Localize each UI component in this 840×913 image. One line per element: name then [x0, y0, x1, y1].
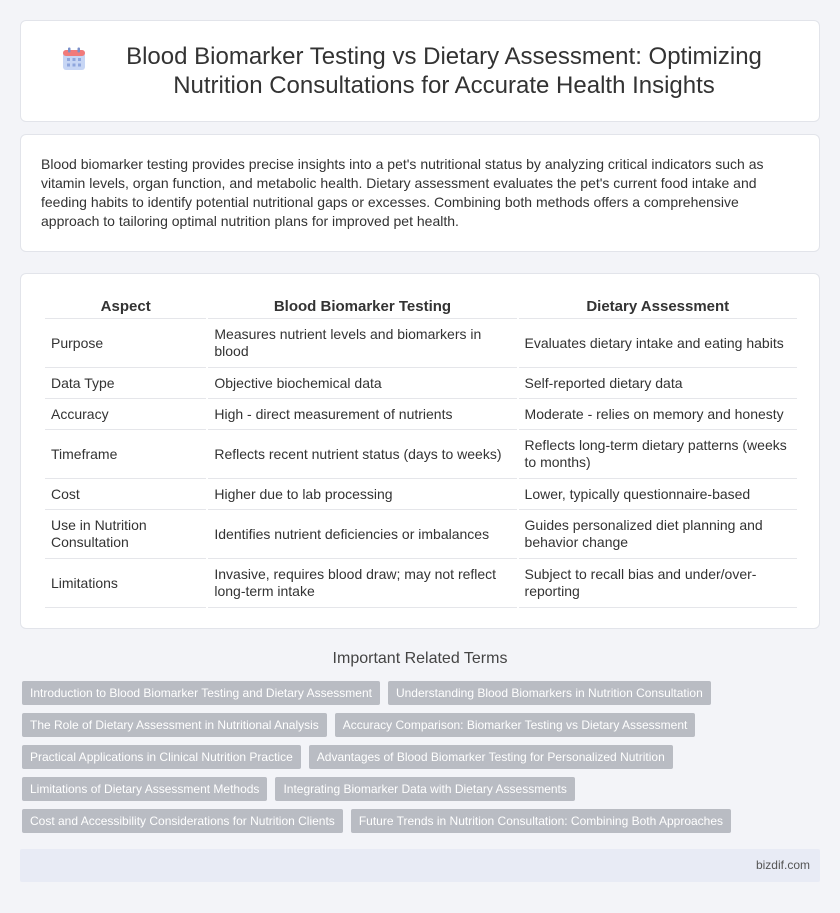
- table-cell: Identifies nutrient deficiencies or imbalances: [208, 510, 516, 559]
- intro-card: [20, 134, 820, 252]
- table-cell: Reflects long-term dietary patterns (weeks to months): [519, 430, 797, 479]
- table-cell: Guides personalized diet planning and behavior change: [519, 510, 797, 559]
- related-term-tag[interactable]: Future Trends in Nutrition Consultation: Combining Both Approaches: [351, 809, 731, 833]
- table-cell: Data Type: [45, 368, 206, 399]
- related-term-tag[interactable]: Cost and Accessibility Considerations for Nutrition Clients: [22, 809, 343, 833]
- intro-text: Blood biomarker testing provides precise insights into a pet's nutritional status by analyzing critical indicators such as vitamin levels, organ function, and metabolic health. Dietary assessment evaluates the pet's current food intake and feeding habits to identify potential nutritional gaps or excesses. Combining both methods offers a comprehensive approach to tailoring optimal nutrition plans for improved pet health.: [41, 156, 764, 229]
- column-header: Dietary Assessment: [519, 294, 797, 319]
- comparison-table-card: [20, 273, 820, 629]
- table-cell: Measures nutrient levels and biomarkers in blood: [208, 319, 516, 368]
- footer: [20, 849, 820, 882]
- table-cell: Invasive, requires blood draw; may not reflect long-term intake: [208, 559, 516, 608]
- table-cell: Reflects recent nutrient status (days to weeks): [208, 430, 516, 479]
- table-cell: Timeframe: [45, 430, 206, 479]
- related-term-tag[interactable]: Accuracy Comparison: Biomarker Testing vs Dietary Assessment: [335, 713, 696, 737]
- table-cell: Accuracy: [45, 399, 206, 430]
- footer-site-link[interactable]: bizdif.com: [755, 858, 810, 872]
- table-cell: Use in Nutrition Consultation: [45, 510, 206, 559]
- table-cell: Self-reported dietary data: [519, 368, 797, 399]
- table-row: [45, 430, 797, 479]
- table-row: [45, 510, 797, 559]
- related-term-tag[interactable]: Introduction to Blood Biomarker Testing and Dietary Assessment: [22, 681, 380, 705]
- table-header-row: [45, 294, 797, 319]
- related-term-tag[interactable]: Advantages of Blood Biomarker Testing for Personalized Nutrition: [309, 745, 673, 769]
- table-cell: Cost: [45, 479, 206, 510]
- related-term-tag[interactable]: Practical Applications in Clinical Nutrition Practice: [22, 745, 301, 769]
- table-cell: Lower, typically questionnaire-based: [519, 479, 797, 510]
- table-row: [45, 319, 797, 368]
- related-terms-title: Important Related Terms: [332, 650, 508, 667]
- comparison-table: [43, 294, 799, 608]
- page-title: Blood Biomarker Testing vs Dietary Assessment: Optimizing Nutrition Consultations for Accurate Health Insights: [126, 43, 762, 99]
- table-row: [45, 559, 797, 608]
- table-cell: Moderate - relies on memory and honesty: [519, 399, 797, 430]
- related-terms-list: [22, 681, 822, 841]
- table-cell: Subject to recall bias and under/over-reporting: [519, 559, 797, 608]
- table-cell: Limitations: [45, 559, 206, 608]
- table-cell: Purpose: [45, 319, 206, 368]
- table-cell: Objective biochemical data: [208, 368, 516, 399]
- header-card: [20, 20, 820, 122]
- table-cell: High - direct measurement of nutrients: [208, 399, 516, 430]
- column-header: Blood Biomarker Testing: [208, 294, 516, 319]
- table-row: [45, 479, 797, 510]
- table-row: [45, 399, 797, 430]
- related-term-tag[interactable]: Integrating Biomarker Data with Dietary Assessments: [275, 777, 574, 801]
- related-term-tag[interactable]: Understanding Blood Biomarkers in Nutrition Consultation: [388, 681, 711, 705]
- related-term-tag[interactable]: Limitations of Dietary Assessment Methods: [22, 777, 267, 801]
- table-cell: Higher due to lab processing: [208, 479, 516, 510]
- calendar-icon: [61, 46, 87, 72]
- table-cell: Evaluates dietary intake and eating habits: [519, 319, 797, 368]
- table-row: [45, 368, 797, 399]
- column-header: Aspect: [45, 294, 206, 319]
- related-term-tag[interactable]: The Role of Dietary Assessment in Nutritional Analysis: [22, 713, 327, 737]
